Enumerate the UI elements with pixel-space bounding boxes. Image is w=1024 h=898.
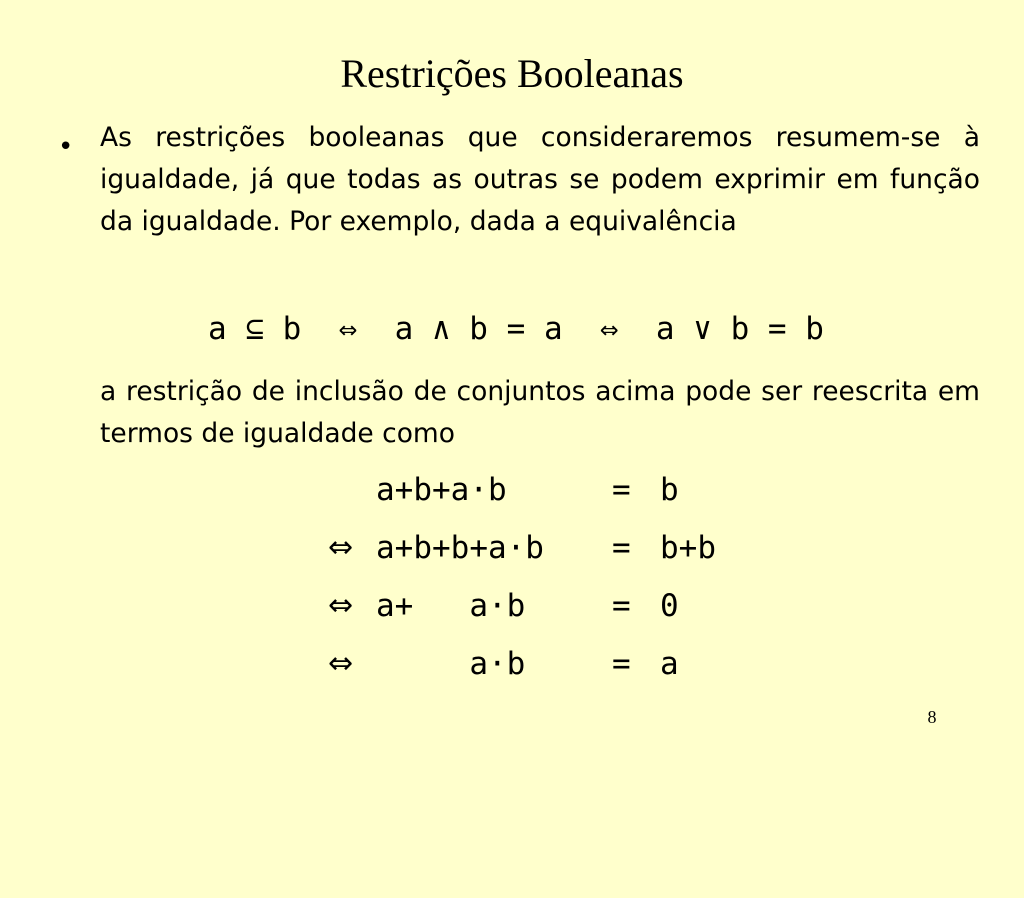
equation-lhs: a+b+b+a·b: [376, 530, 544, 566]
equation-row: [320, 522, 716, 574]
equation-lhs: a+b+a·b: [376, 472, 507, 508]
equivalence-arrow-icon: ⇔: [328, 588, 354, 623]
equation-rhs: b+b: [660, 530, 716, 566]
equation-lhs: a·b: [376, 646, 526, 682]
equivalence-arrow-icon: ⇔: [328, 646, 354, 681]
equation-equals: =: [612, 588, 631, 624]
equation-rhs: 0: [660, 588, 679, 624]
equation-equals: =: [612, 530, 631, 566]
equation-rhs: a: [660, 646, 679, 682]
equation-lhs: a+ a·b: [376, 588, 526, 624]
page-number: 8: [927, 707, 937, 727]
equation-rhs: b: [660, 472, 679, 508]
equivalence-formula: a ⊆ b ⇔ a ∧ b = a ⇔ a ∨ b = b: [208, 311, 824, 347]
equation-row: [320, 464, 679, 516]
equation-row: [320, 638, 679, 690]
equation-row: [320, 580, 679, 632]
slide-title: Restrições Booleanas: [340, 51, 684, 96]
bullet-marker: •: [58, 132, 74, 162]
equation-equals: =: [612, 646, 631, 682]
continuation-paragraph: a restrição de inclusão de conjuntos acima pode ser reescrita em termos de igualdade como: [100, 376, 980, 449]
equation-equals: =: [612, 472, 631, 508]
bullet-paragraph: As restrições booleanas que consideraremos resumem-se à igualdade, já que todas as outras se podem exprimir em função da igualdade. Por exemplo, dada a equivalência: [100, 122, 980, 237]
equivalence-arrow-icon: ⇔: [328, 530, 354, 565]
